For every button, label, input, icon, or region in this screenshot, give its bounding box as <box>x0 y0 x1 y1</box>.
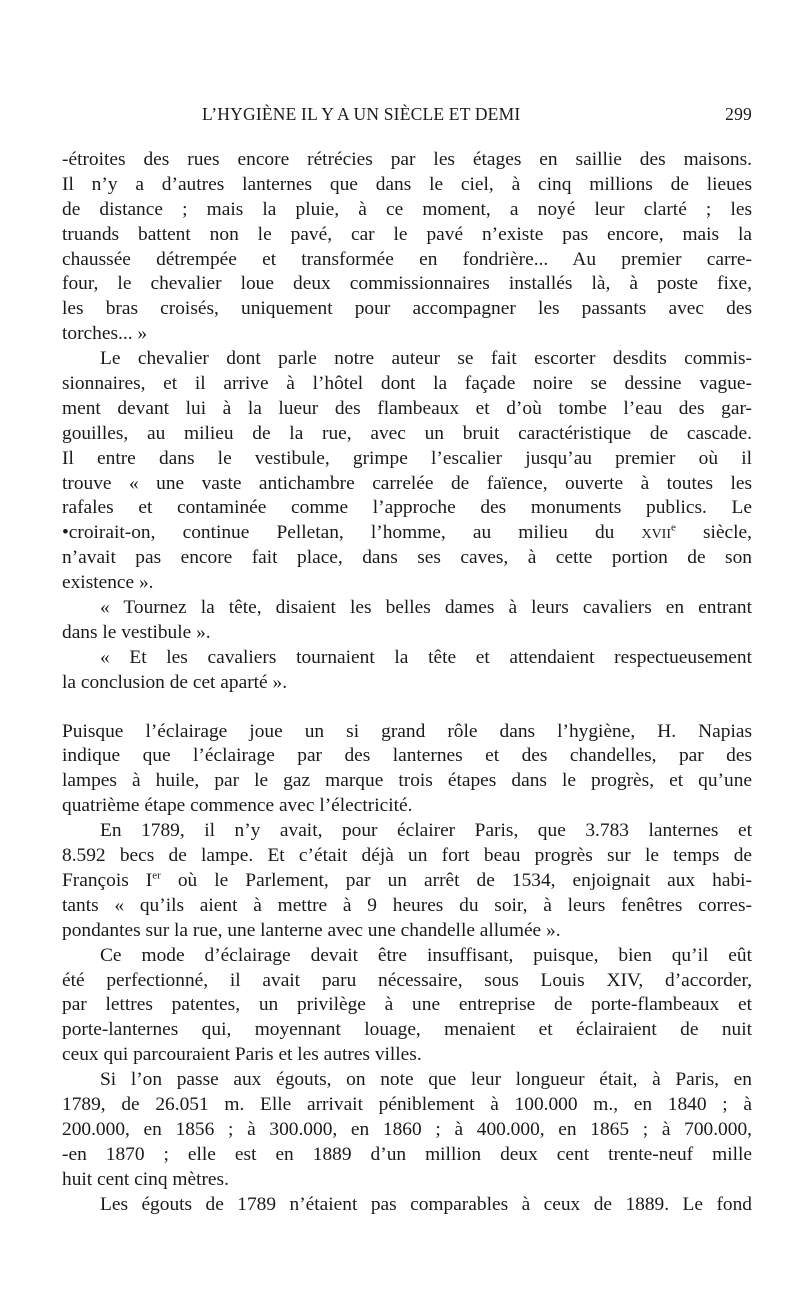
text-line: En 1789, il n’y avait, pour éclairer Paris, que 3.783 lanternes et <box>100 820 752 842</box>
text-line: 8.592 becs de lampe. Et c’était déjà un fort beau progrès sur le temps de <box>62 845 752 867</box>
text-line: par lettres patentes, un privilège à une entreprise de porte-flambeaux et <box>62 994 752 1016</box>
text-line: Si l’on passe aux égouts, on note que leur longueur était, à Paris, en <box>100 1069 752 1091</box>
superscript: er <box>152 869 161 882</box>
text-line: Ce mode d’éclairage devait être insuffisant, puisque, bien qu’il eût <box>100 944 752 966</box>
text-line: ceux qui parcouraient Paris et les autres villes. <box>62 1044 422 1066</box>
text-line: de distance ; mais la pluie, à ce moment, a noyé leur clarté ; les <box>62 198 752 220</box>
text-line: gouilles, au milieu de la rue, avec un bruit caractéristique de cascade. <box>62 422 752 444</box>
page-number: 299 <box>725 104 752 124</box>
running-header <box>62 100 752 130</box>
text-line: Il n’y a d’autres lanternes que dans le ciel, à cinq millions de lieues <box>62 173 752 195</box>
running-title: L’HYGIÈNE IL Y A UN SIÈCLE ET DEMI <box>202 104 521 124</box>
text-line: quatrième étape commence avec l’électricité. <box>62 795 413 817</box>
text-line: tants « qu’ils aient à mettre à 9 heures du soir, à leurs fenêtres corres- <box>62 894 752 916</box>
text-segment: •croirait-on, continue Pelletan, l’homme, au milieu du <box>62 522 642 544</box>
text-line <box>62 521 752 546</box>
text-segment: François I <box>62 869 153 891</box>
text-line: -en 1870 ; elle est en 1889 d’un million deux cent trente-neuf mille <box>62 1143 752 1165</box>
text-line: lampes à huile, par le gaz marque trois étapes dans le progrès, et qu’une <box>62 770 752 792</box>
text-line: huit cent cinq mètres. <box>62 1168 229 1190</box>
text-line: truands battent non le pavé, car le pavé n’existe pas encore, mais la <box>62 223 752 245</box>
text-line: trouve « une vaste antichambre carrelée de faïence, ouverte à toutes les <box>62 472 752 494</box>
text-line: four, le chevalier loue deux commissionnaires installés là, à poste fixe, <box>62 273 752 295</box>
text-line: 200.000, en 1856 ; à 300.000, en 1860 ; à 400.000, en 1865 ; à 700.000, <box>62 1118 752 1140</box>
text-line: porte-lanternes qui, moyennant louage, menaient et éclairaient de nuit <box>62 1019 752 1041</box>
text-line: Puisque l’éclairage joue un si grand rôle dans l’hygiène, H. Napias <box>62 720 752 742</box>
text-line: Le chevalier dont parle notre auteur se fait escorter desdits commis- <box>100 348 752 370</box>
text-line: ment devant lui à la lueur des flambeaux et d’où tombe l’eau des gar- <box>62 397 752 419</box>
text-line: dans le vestibule ». <box>62 621 211 643</box>
body-text <box>62 148 752 1217</box>
text-line: Il entre dans le vestibule, grimpe l’escalier jusqu’au premier où il <box>62 447 752 469</box>
text-line: Les égouts de 1789 n’étaient pas comparables à ceux de 1889. Le fond <box>100 1193 752 1215</box>
text-segment: où le Parlement, par un arrêt de 1534, enjoignait aux habi- <box>160 869 752 891</box>
text-line: 1789, de 26.051 m. Elle arrivait péniblement à 100.000 m., en 1840 ; à <box>62 1093 752 1115</box>
text-line: la conclusion de cet aparté ». <box>62 671 288 693</box>
text-line <box>62 869 752 894</box>
text-line: indique que l’éclairage par des lanternes et des chandelles, par des <box>62 745 752 767</box>
text-line: -étroites des rues encore rétrécies par les étages en saillie des maisons. <box>62 149 752 170</box>
text-line: été perfectionné, il avait paru nécessaire, sous Louis XIV, d’accorder, <box>62 969 752 991</box>
text-line: chaussée détrempée et transformée en fondrière... Au premier carre- <box>62 248 752 270</box>
text-line: rafales et contaminée comme l’approche des monuments publics. Le <box>62 497 752 519</box>
text-line: les bras croisés, uniquement pour accompagner les passants avec des <box>62 298 752 320</box>
text-line: torches... » <box>62 323 148 345</box>
text-line: « Et les cavaliers tournaient la tête et attendaient respectueusement <box>100 646 752 668</box>
superscript: e <box>671 521 676 534</box>
text-line: pondantes sur la rue, une lanterne avec une chandelle allumée ». <box>62 919 561 941</box>
section-break <box>62 696 752 720</box>
document-page <box>62 100 752 1217</box>
text-line: « Tournez la tête, disaient les belles dames à leurs cavaliers en entrant <box>100 597 752 619</box>
century-numeral: xvii <box>641 522 671 544</box>
text-line: existence ». <box>62 572 154 594</box>
text-segment: siècle, <box>675 522 752 544</box>
text-line: sionnaires, et il arrive à l’hôtel dont la façade noire se dessine vague- <box>62 373 752 395</box>
text-line: n’avait pas encore fait place, dans ses caves, à cette portion de son <box>62 547 752 569</box>
